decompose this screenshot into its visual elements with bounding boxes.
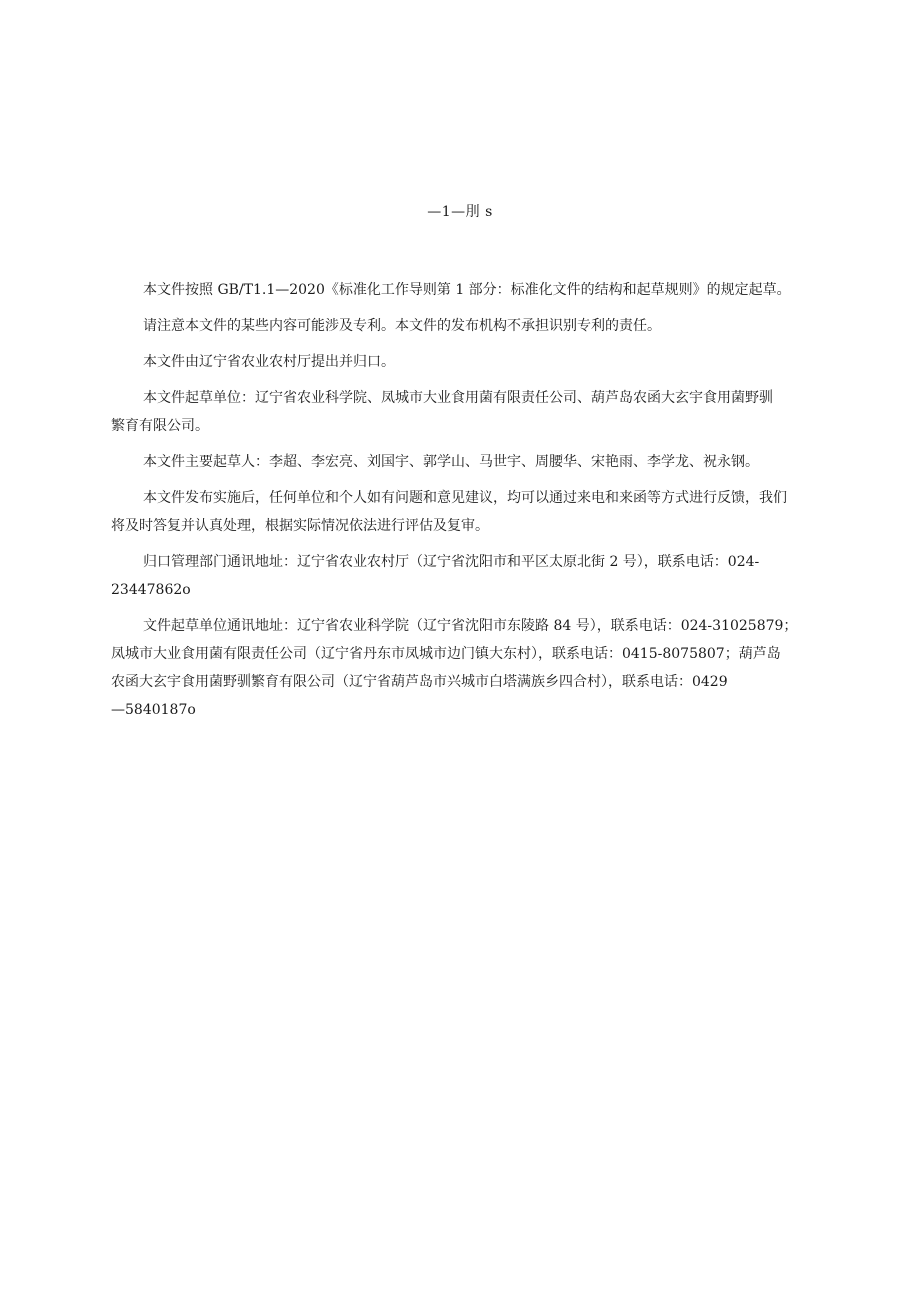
paragraph-standard-basis: 本文件按照 GB/T1.1—2020《标准化工作导则第 1 部分：标准化文件的结构和起草规则》的规定起草。 xyxy=(143,282,791,298)
unit-contact-line-2: 凤城市大业食用菌有限责任公司（辽宁省丹东市凤城市边门镇大东村），联系电话：0415-8075807；葫芦岛 xyxy=(111,646,781,662)
paragraph-drafting-units xyxy=(111,384,837,440)
admin-contact-line-1: 归口管理部门通讯地址：辽宁省农业农村厅（辽宁省沈阳市和平区太原北街 2 号），联系电话：024- xyxy=(143,554,760,570)
paragraph-unit-contact xyxy=(111,612,837,724)
paragraph-proposer: 本文件由辽宁省农业农村厅提出并归口。 xyxy=(143,354,395,370)
paragraph-admin-contact xyxy=(111,548,837,604)
foreword-body xyxy=(111,276,837,732)
drafting-units-line-2: 繁育有限公司。 xyxy=(111,418,209,434)
paragraph-patent-notice: 请注意本文件的某些内容可能涉及专利。本文件的发布机构不承担识别专利的责任。 xyxy=(143,318,661,334)
unit-contact-line-4: —5840187o xyxy=(111,702,196,718)
paragraph-drafters: 本文件主要起草人：李超、李宏亮、刘国宇、郭学山、马世宇、周腰华、宋艳雨、李学龙、祝永钢。 xyxy=(143,454,759,470)
feedback-line-1: 本文件发布实施后，任何单位和个人如有问题和意见建议，均可以通过来电和来函等方式进行反馈，我们 xyxy=(143,490,787,506)
unit-contact-line-3: 农函大玄宇食用菌野驯繁育有限公司（辽宁省葫芦岛市兴城市白塔满族乡四合村），联系电话：0429 xyxy=(111,674,728,690)
foreword-heading: —1—刖 s xyxy=(427,204,493,220)
admin-contact-line-2: 23447862o xyxy=(111,582,191,598)
drafting-units-line-1: 本文件起草单位：辽宁省农业科学院、凤城市大业食用菌有限责任公司、葫芦岛农函大玄宇食用菌野驯 xyxy=(143,390,773,406)
unit-contact-line-1: 文件起草单位通讯地址：辽宁省农业科学院（辽宁省沈阳市东陵路 84 号），联系电话：024-31025879； xyxy=(143,618,798,634)
feedback-line-2: 将及时答复并认真处理，根据实际情况依法进行评估及复审。 xyxy=(111,518,489,534)
paragraph-feedback xyxy=(111,484,837,540)
